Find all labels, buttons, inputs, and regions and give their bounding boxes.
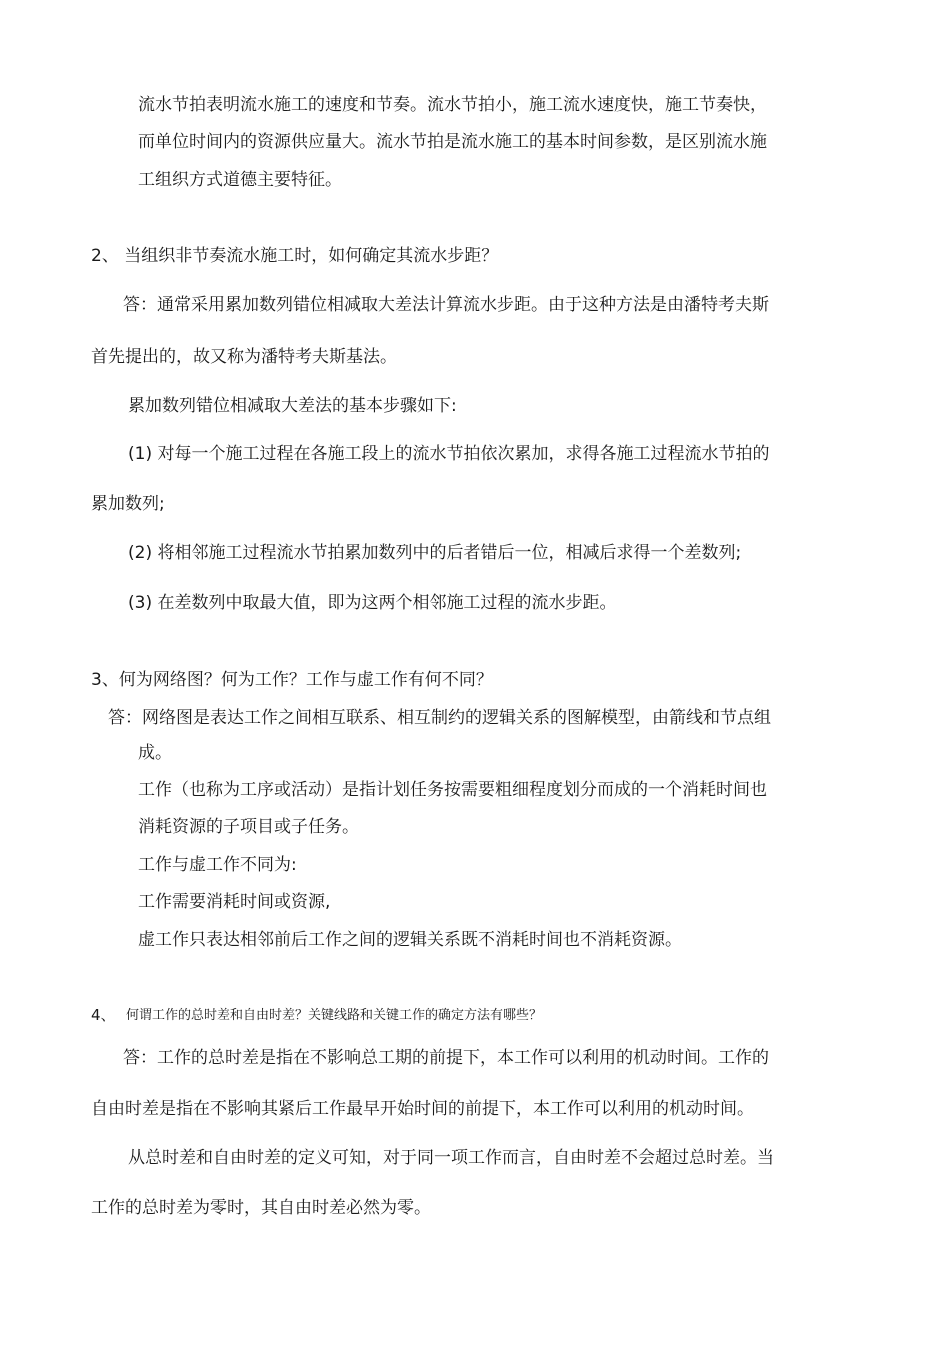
q3-work-line-2: 消耗资源的子项目或子任务。 <box>138 817 359 837</box>
q1-answer-line-1: 流水节拍表明流水施工的速度和节奏。流水节拍小，施工流水速度快，施工节奏快， <box>138 95 767 115</box>
q4-number: 4、 <box>91 1006 116 1024</box>
q1-answer-line-3: 工组织方式道德主要特征。 <box>138 170 342 190</box>
q4-answer-line-1: 答：工作的总时差是指在不影响总工期的前提下，本工作可以利用的机动时间。工作的 <box>123 1048 769 1068</box>
q4-relation-line-1: 从总时差和自由时差的定义可知，对于同一项工作而言，自由时差不会超过总时差。当 <box>128 1148 774 1168</box>
q2-answer-line-1: 答：通常采用累加数列错位相减取大差法计算流水步距。由于这种方法是由潘特考夫斯 <box>123 295 769 315</box>
q3-diff-item-1: 工作需要消耗时间或资源, <box>138 892 331 912</box>
q4-answer-line-2: 自由时差是指在不影响其紧后工作最早开始时间的前提下，本工作可以利用的机动时间。 <box>91 1099 754 1119</box>
q3-work-line-1: 工作（也称为工序或活动）是指计划任务按需要粗细程度划分而成的一个消耗时间也 <box>138 780 767 800</box>
q3-answer-line-2: 成。 <box>138 743 172 763</box>
q3-diff-item-2: 虚工作只表达相邻前后工作之间的逻辑关系既不消耗时间也不消耗资源。 <box>138 930 682 950</box>
q2-step-3: (3) 在差数列中取最大值，即为这两个相邻施工过程的流水步距。 <box>128 593 617 613</box>
q3-answer-line-1: 答：网络图是表达工作之间相互联系、相互制约的逻辑关系的图解模型，由箭线和节点组 <box>108 708 771 728</box>
q2-step-1-line-1: (1) 对每一个施工过程在各施工段上的流水节拍依次累加，求得各施工过程流水节拍的 <box>128 444 770 464</box>
q2-step-2: (2) 将相邻施工过程流水节拍累加数列中的后者错后一位，相减后求得一个差数列; <box>128 543 742 563</box>
q2-answer-line-2: 首先提出的，故又称为潘特考夫斯基法。 <box>91 347 397 367</box>
q2-step-1-line-2: 累加数列; <box>91 494 165 514</box>
q2-question: 2、 当组织非节奏流水施工时，如何确定其流水步距？ <box>91 246 499 266</box>
q4-relation-line-2: 工作的总时差为零时，其自由时差必然为零。 <box>91 1198 431 1218</box>
q2-steps-intro: 累加数列错位相减取大差法的基本步骤如下: <box>128 396 457 416</box>
q3-question: 3、何为网络图？何为工作？工作与虚工作有何不同？ <box>91 670 493 690</box>
q3-diff-intro: 工作与虚工作不同为: <box>138 855 297 875</box>
q4-question: 何谓工作的总时差和自由时差？关键线路和关键工作的确定方法有哪些？ <box>126 1008 543 1023</box>
q1-answer-line-2: 而单位时间内的资源供应量大。流水节拍是流水施工的基本时间参数，是区别流水施 <box>138 132 767 152</box>
